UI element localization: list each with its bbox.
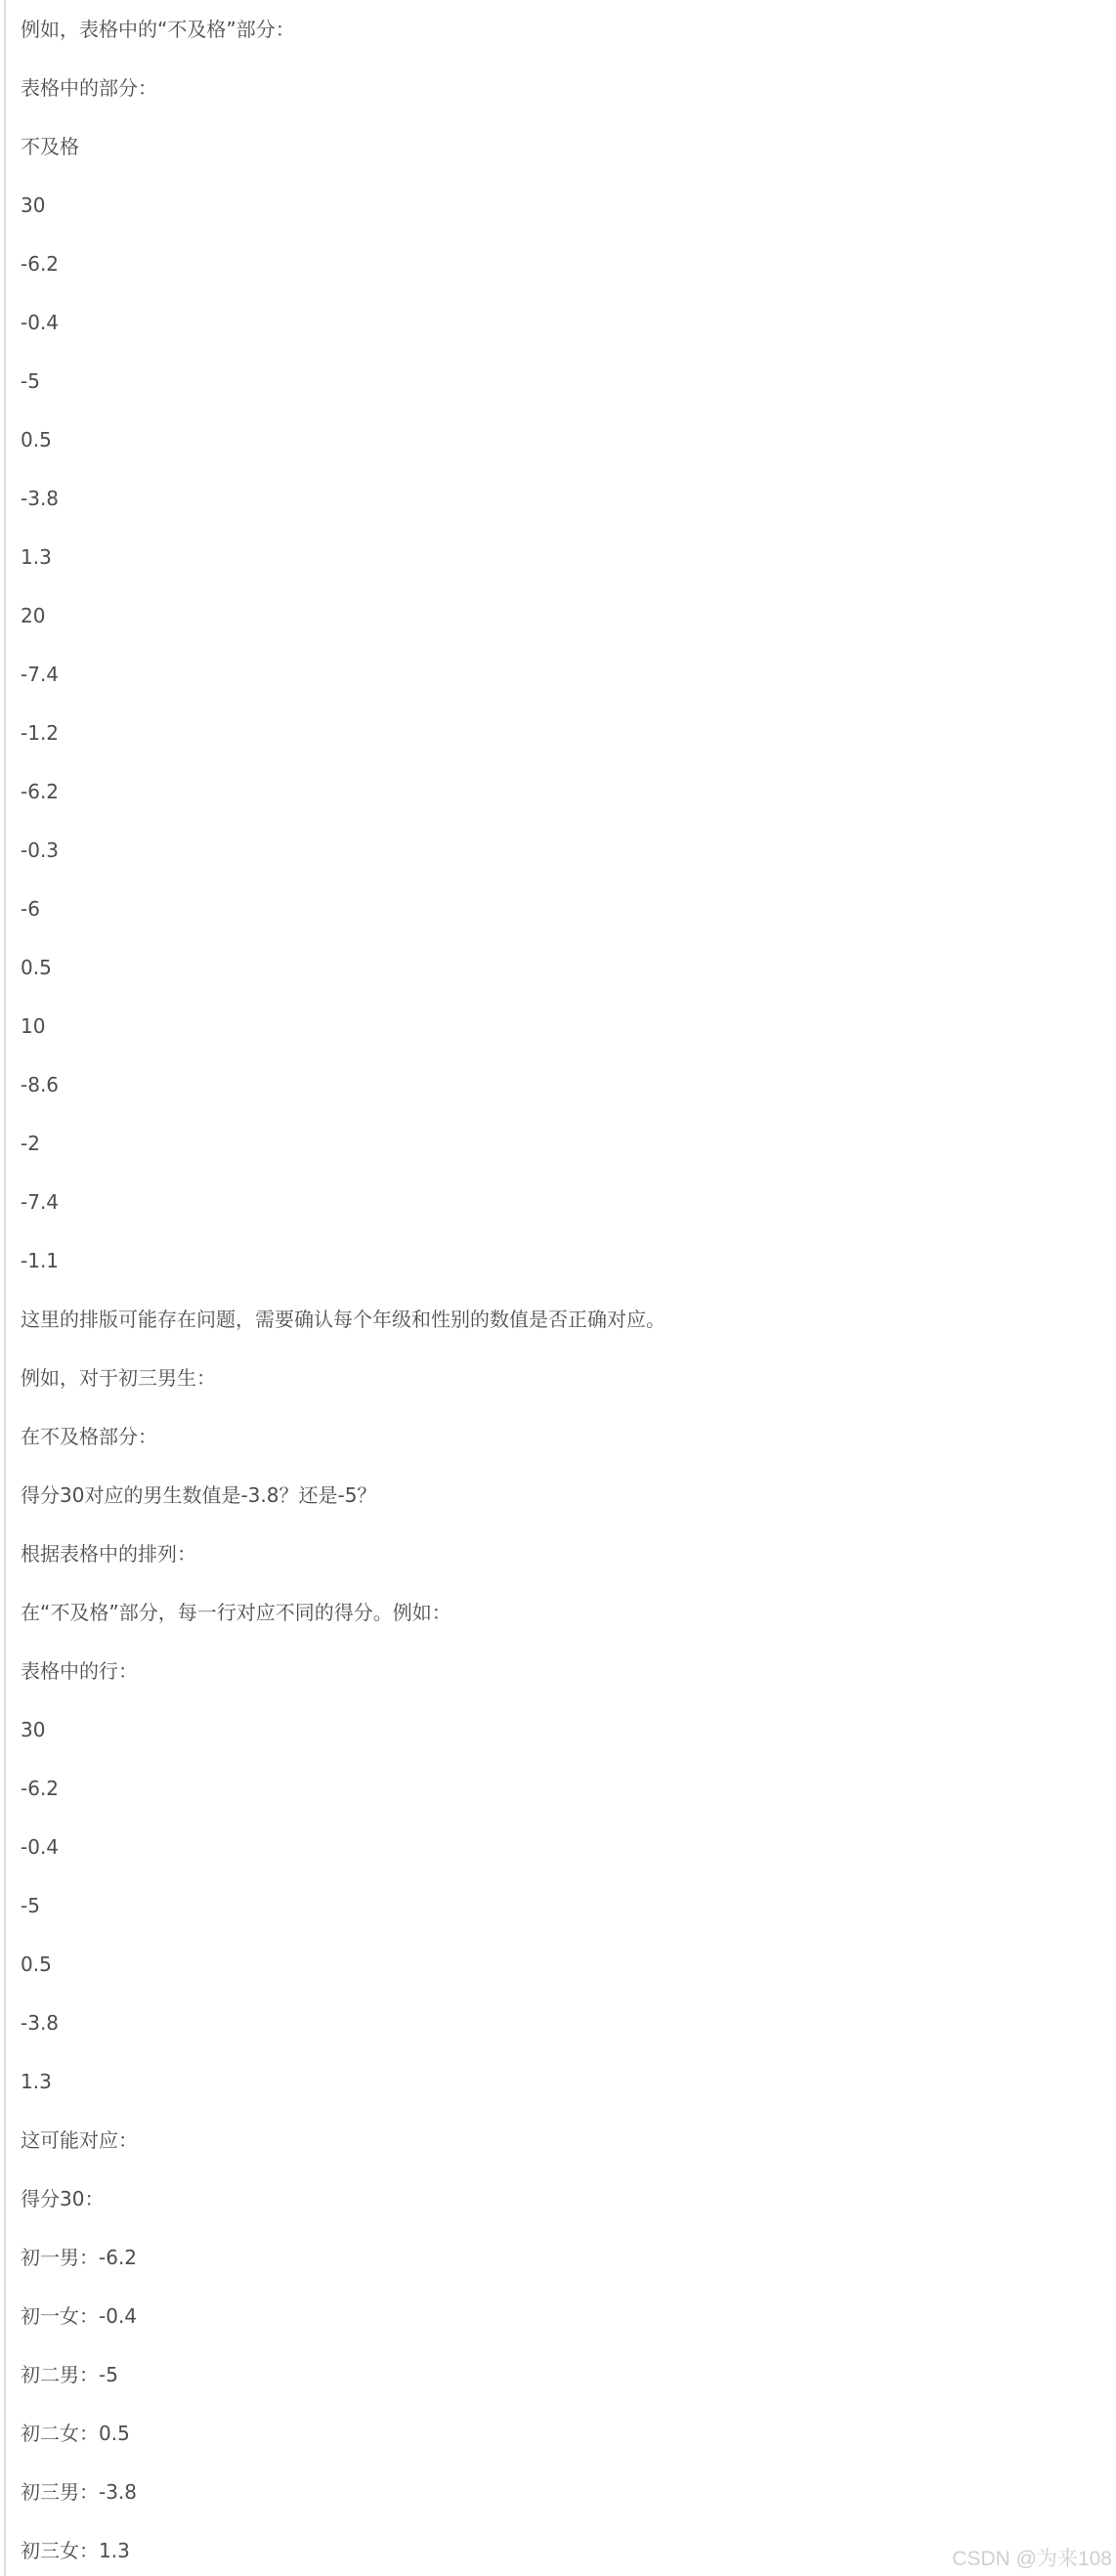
text-line: 例如，表格中的“不及格”部分：	[21, 18, 295, 41]
text-line: 这可能对应：	[21, 2128, 138, 2152]
text-line: 0.5	[21, 428, 52, 451]
text-line: 1.3	[21, 545, 52, 569]
text-line: -6	[21, 897, 40, 921]
text-line: 初二女：0.5	[21, 2422, 130, 2445]
text-line: 0.5	[21, 1953, 52, 1976]
text-line: 这里的排版可能存在问题，需要确认每个年级和性别的数值是否正确对应。	[21, 1308, 665, 1331]
text-line: -0.3	[21, 838, 60, 862]
text-line: -1.2	[21, 721, 60, 745]
text-line: 例如，对于初三男生：	[21, 1366, 216, 1390]
text-line: -6.2	[21, 780, 60, 803]
text-line: -0.4	[21, 311, 60, 334]
text-line: 在不及格部分：	[21, 1425, 157, 1448]
text-line: 表格中的行：	[21, 1659, 138, 1683]
text-line: -5	[21, 1894, 40, 1917]
text-line: 初三男：-3.8	[21, 2480, 138, 2504]
text-line: -7.4	[21, 663, 60, 686]
text-line: 20	[21, 604, 46, 627]
text-line: -0.4	[21, 1835, 60, 1859]
text-line: 表格中的部分：	[21, 76, 157, 100]
text-line: 得分30：	[21, 2187, 105, 2211]
text-line: 初一男：-6.2	[21, 2246, 138, 2269]
text-line: -2	[21, 1132, 40, 1155]
text-line: 30	[21, 193, 46, 217]
text-line: 0.5	[21, 956, 52, 979]
text-line: 初一女：-0.4	[21, 2304, 138, 2328]
text-line: -6.2	[21, 1777, 60, 1800]
text-line: -6.2	[21, 252, 60, 276]
text-line: 在“不及格”部分，每一行对应不同的得分。例如：	[21, 1601, 451, 1624]
text-line: -5	[21, 369, 40, 393]
left-border-rule	[4, 0, 6, 2576]
text-line: -1.1	[21, 1249, 60, 1272]
text-line: 1.3	[21, 2070, 52, 2093]
text-line: -3.8	[21, 2011, 60, 2035]
text-line: 初三女：1.3	[21, 2539, 130, 2562]
text-line: -3.8	[21, 487, 60, 510]
watermark: CSDN @为来108	[952, 2548, 1112, 2570]
text-line: -8.6	[21, 1073, 60, 1096]
text-line: 10	[21, 1014, 46, 1038]
text-line: 根据表格中的排列：	[21, 1542, 196, 1566]
text-line: 得分30对应的男生数值是-3.8？还是-5？	[21, 1483, 377, 1507]
text-line: -7.4	[21, 1190, 60, 1214]
text-line: 30	[21, 1718, 46, 1741]
text-line: 初二男：-5	[21, 2363, 118, 2386]
text-line: 不及格	[21, 135, 79, 158]
